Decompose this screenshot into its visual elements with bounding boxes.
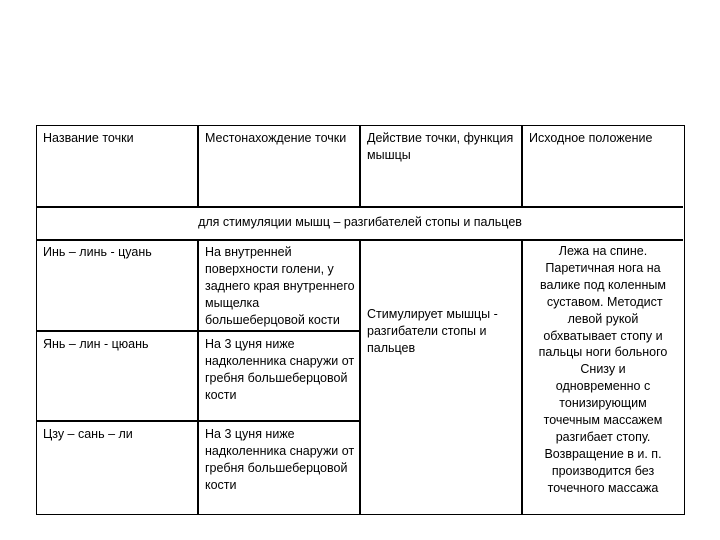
divider <box>521 240 523 514</box>
point-location-1: На внутренней поверхности голени, у заднего края внутреннего мыщелка большеберцовой кости <box>205 245 355 327</box>
header-action: Действие точки, функция мышцы <box>367 131 514 162</box>
header-location: Местонахождение точки <box>205 131 347 145</box>
position-line: обхватывает стопу и <box>543 328 663 343</box>
point-name-2: Янь – лин - цюань <box>43 337 149 351</box>
divider <box>521 126 523 208</box>
point-name-3: Цзу – сань – ли <box>43 427 133 441</box>
point-location-3: На 3 цуня ниже надколенника снаружи от гребня большеберцовой кости <box>205 427 355 492</box>
divider <box>197 126 199 208</box>
section-title: для стимуляции мышц – разгибателей стопы и пальцев <box>198 215 522 229</box>
point-name-1: Инь – линь - цуань <box>43 245 152 259</box>
divider <box>197 240 199 514</box>
points-table <box>36 125 685 515</box>
divider <box>37 420 361 422</box>
position-line: разгибает стопу. <box>555 429 651 444</box>
point-action: Стимулирует мышцы - разгибатели стопы и пальцев <box>367 307 498 355</box>
position-line: валике под коленным <box>540 277 666 292</box>
divider <box>359 240 361 514</box>
divider <box>37 330 361 332</box>
position-line: Снизу и <box>580 362 626 377</box>
position-line: левой рукой <box>567 311 639 326</box>
position-line: Лежа на спине. <box>558 244 648 258</box>
position-line: точечным массажем <box>543 413 663 428</box>
position-line: точечного массажа <box>547 480 659 495</box>
position-line: Возвращение в и. п. <box>544 446 662 461</box>
starting-position <box>523 240 683 514</box>
divider <box>37 206 683 208</box>
point-location-2: На 3 цуня ниже надколенника снаружи от гребня большеберцовой кости <box>205 337 355 402</box>
position-line: пальцы ноги больного <box>538 345 668 360</box>
position-line: суставом. Методист <box>543 294 663 309</box>
position-line: тонизирующим <box>559 396 647 411</box>
divider <box>359 126 361 208</box>
position-line: одновременно с <box>555 379 651 394</box>
position-line: производится без <box>551 463 655 478</box>
header-point-name: Название точки <box>43 131 134 145</box>
position-line: Паретичная нога на <box>545 260 661 275</box>
header-position: Исходное положение <box>529 131 653 145</box>
